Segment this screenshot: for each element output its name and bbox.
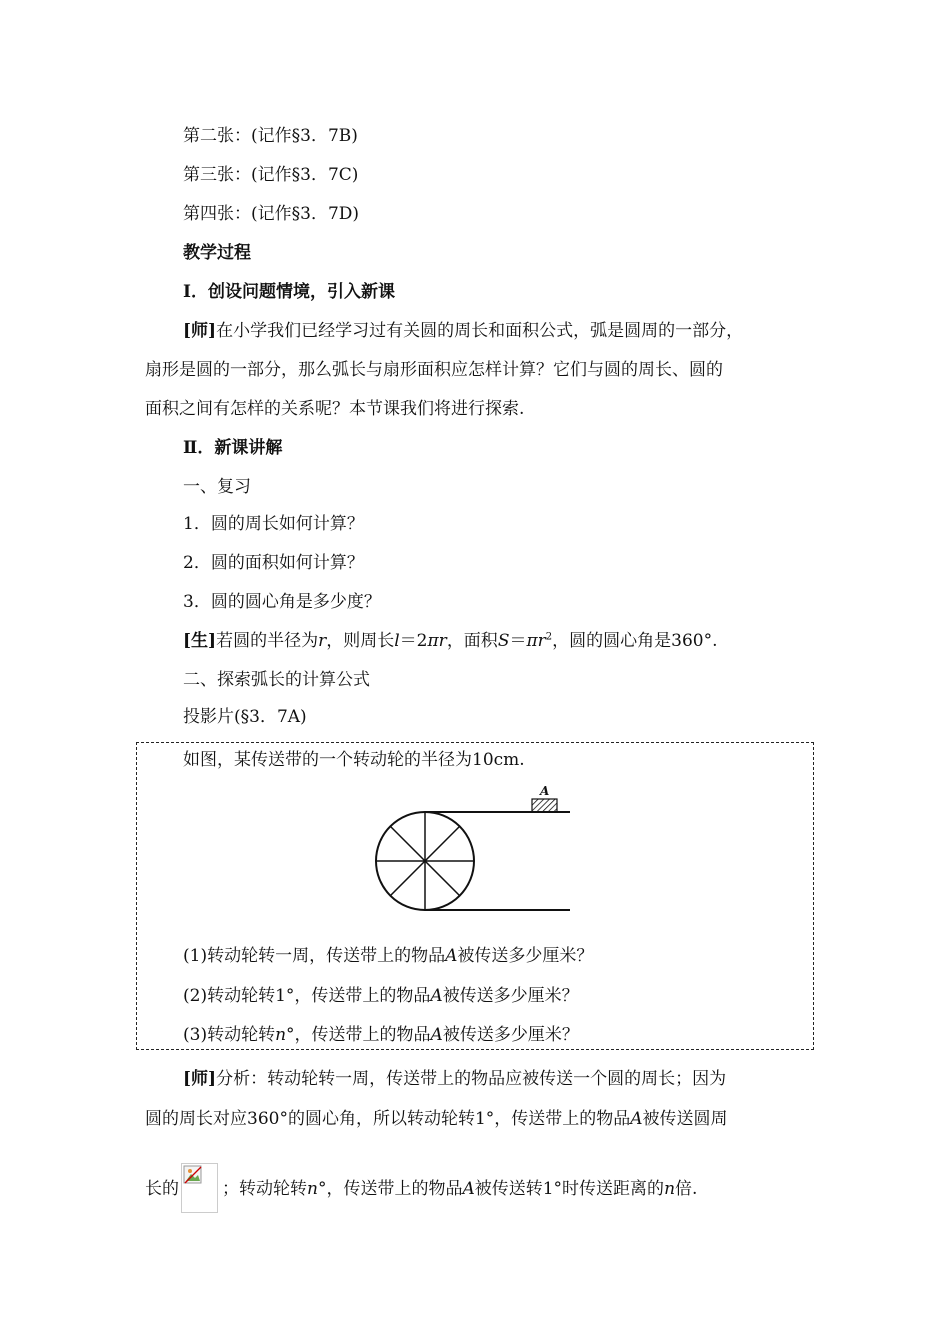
student-answer: [生]若圆的半径为r，则周长l＝2πr，面积$S=\pi r^2$，圆的圆心角是360°. bbox=[183, 631, 718, 651]
section-heading-2: Ⅱ．新课讲解 bbox=[183, 438, 283, 458]
text-line-1: 第二张：(记作§3．7B) bbox=[183, 126, 358, 146]
slide-question-2: (2)转动轮转1°，传送带上的物品A被传送多少厘米？ bbox=[183, 986, 579, 1006]
paragraph-teacher-line-3: 面积之间有怎样的关系呢？本节课我们将进行探索. bbox=[145, 399, 525, 419]
image-placeholder-icon bbox=[183, 1165, 203, 1185]
section-heading-1: Ⅰ．创设问题情境，引入新课 bbox=[183, 282, 395, 302]
paragraph-teacher-line-1: [师]在小学我们已经学习过有关圆的周长和面积公式，弧是圆周的一部分， bbox=[183, 321, 744, 341]
text-line-2: 第三张：(记作§3．7C) bbox=[183, 165, 359, 185]
object-a-label: A bbox=[540, 784, 550, 798]
teacher-tag: [师] bbox=[183, 1069, 217, 1089]
analysis-line-3a: 长的 bbox=[145, 1179, 179, 1199]
slide-question-3: (3)转动轮转n°，传送带上的物品A被传送多少厘米？ bbox=[183, 1025, 579, 1045]
object-a-block bbox=[532, 799, 557, 812]
section-heading-teaching-process: 教学过程 bbox=[183, 243, 251, 263]
question-3: 3．圆的圆心角是多少度？ bbox=[183, 592, 381, 612]
text-slide-ref: 投影片(§3．7A) bbox=[183, 707, 307, 727]
analysis-line-1: [师]分析：转动轮转一周，传送带上的物品应被传送一个圆的周长；因为 bbox=[183, 1069, 727, 1089]
teacher-tag: [师] bbox=[183, 321, 217, 341]
text-review: 一、复习 bbox=[183, 477, 251, 497]
conveyor-wheel-figure bbox=[370, 780, 580, 920]
analysis-line-2: 圆的周长对应360°的圆心角，所以转动轮转1°，传送带上的物品A被传送圆周 bbox=[145, 1109, 728, 1129]
student-tag: [生] bbox=[183, 631, 217, 651]
text-line-3: 第四张：(记作§3．7D) bbox=[183, 204, 360, 224]
slide-question-1: (1)转动轮转一周，传送带上的物品A被传送多少厘米？ bbox=[183, 946, 594, 966]
paragraph-teacher-line-2: 扇形是圆的一部分，那么弧长与扇形面积应怎样计算？它们与圆的周长、圆的 bbox=[145, 360, 723, 380]
question-2: 2．圆的面积如何计算？ bbox=[183, 553, 364, 573]
text-explore-arc: 二、探索弧长的计算公式 bbox=[183, 670, 370, 690]
slide-intro: 如图，某传送带的一个转动轮的半径为10cm. bbox=[183, 750, 525, 770]
analysis-line-3b: ；转动轮转n°，传送带上的物品A被传送转1°时传送距离的n倍. bbox=[222, 1179, 698, 1199]
broken-image-icon bbox=[181, 1163, 218, 1213]
question-1: 1．圆的周长如何计算？ bbox=[183, 514, 364, 534]
